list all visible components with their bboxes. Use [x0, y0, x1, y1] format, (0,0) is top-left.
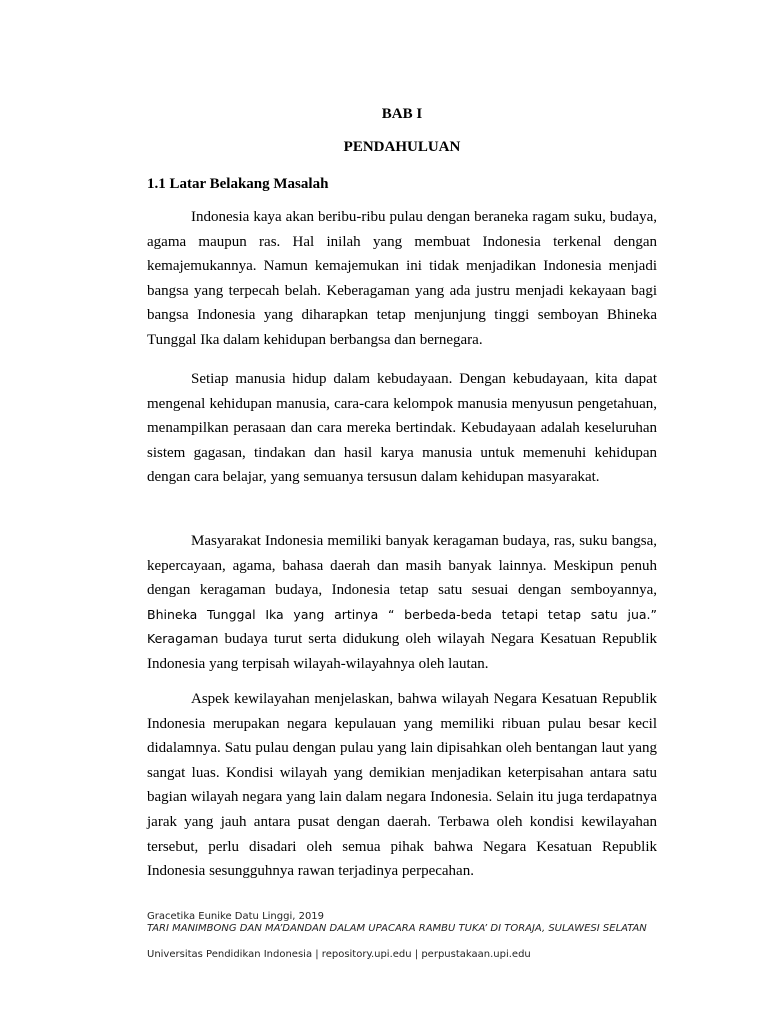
paragraph-4: Aspek kewilayahan menjelaskan, bahwa wilayah Negara Kesatuan Republik Indonesia merupakan negara kepulauan yang memiliki ribuan pulau besar kecil didalamnya. Satu pulau dengan pulau yang lain dipisahkan oleh bentangan laut yang sangat luas. Kondisi wilayah yang demikian menjadikan keterpisahan antara satu bagian wilayah negara yang lain dalam negara Indonesia. Selain itu juga terdapatnya jarak yang jauh antara pusat dengan daerah. Terbawa oleh kondisi kewilayahan tersebut, perlu disadari oleh semua pihak bahwa Negara Kesatuan Republik Indonesia sesungguhnya rawan terjadinya perpecahan.	[147, 691, 657, 880]
footer-institution: Universitas Pendidikan Indonesia | repository.upi.edu | perpustakaan.upi.edu	[147, 949, 531, 960]
section-heading: 1.1 Latar Belakang Masalah	[147, 176, 329, 192]
paragraph-3	[147, 529, 657, 677]
paragraph-1: Indonesia kaya akan beribu-ribu pulau dengan beraneka ragam suku, budaya, agama maupun ras. Hal inilah yang membuat Indonesia terkenal dengan kemajemukannya. Namun kemajemukan ini tidak menjadikan Indonesia menjadi bangsa yang terpecah belah. Keberagaman yang ada justru menjadi kekayaan bagi bangsa Indonesia yang diharapkan tetap menjunjung tinggi semboyan Bhineka Tunggal Ika dalam kehidupan berbangsa dan bernegara.	[147, 209, 657, 348]
chapter-title: PENDAHULUAN	[343, 139, 461, 155]
footer-author: Gracetika Eunike Datu Linggi, 2019	[147, 911, 325, 922]
chapter-number: BAB I	[381, 106, 423, 122]
paragraph-2: Setiap manusia hidup dalam kebudayaan. Dengan kebudayaan, kita dapat mengenal kehidupan manusia, cara-cara kelompok manusia menyusun pengetahuan, menampilkan perasaan dan cara mereka bertindak. Kebudayaan adalah keseluruhan sistem gagasan, tindakan dan hasil karya manusia untuk memenuhi kehidupan dengan cara belajar, yang semuanya tersusun dalam kehidupan masyarakat.	[147, 371, 657, 486]
paragraph-3-part-3: budaya turut serta didukung oleh wilayah Negara Kesatuan Republik Indonesia yang terpisah wilayah-wilayahnya oleh lautan.	[147, 631, 658, 672]
footer-title: TARI MANIMBONG DAN MA’DANDAN DALAM UPACARA RAMBU TUKA’ DI TORAJA, SULAWESI SELATAN	[147, 923, 647, 934]
paragraph-3-part-1: Masyarakat Indonesia memiliki banyak keragaman budaya, ras, suku bangsa, kepercayaan, agama, bahasa daerah dan masih banyak lainnya. Meskipun penuh dengan keragaman budaya, Indonesia tetap satu sesuai dengan semboyannya,	[147, 533, 657, 599]
paragraph-3-part-2: Bhineka Tunggal Ika yang artinya “ berbeda-beda tetapi tetap satu jua.” Keragaman	[147, 606, 657, 647]
